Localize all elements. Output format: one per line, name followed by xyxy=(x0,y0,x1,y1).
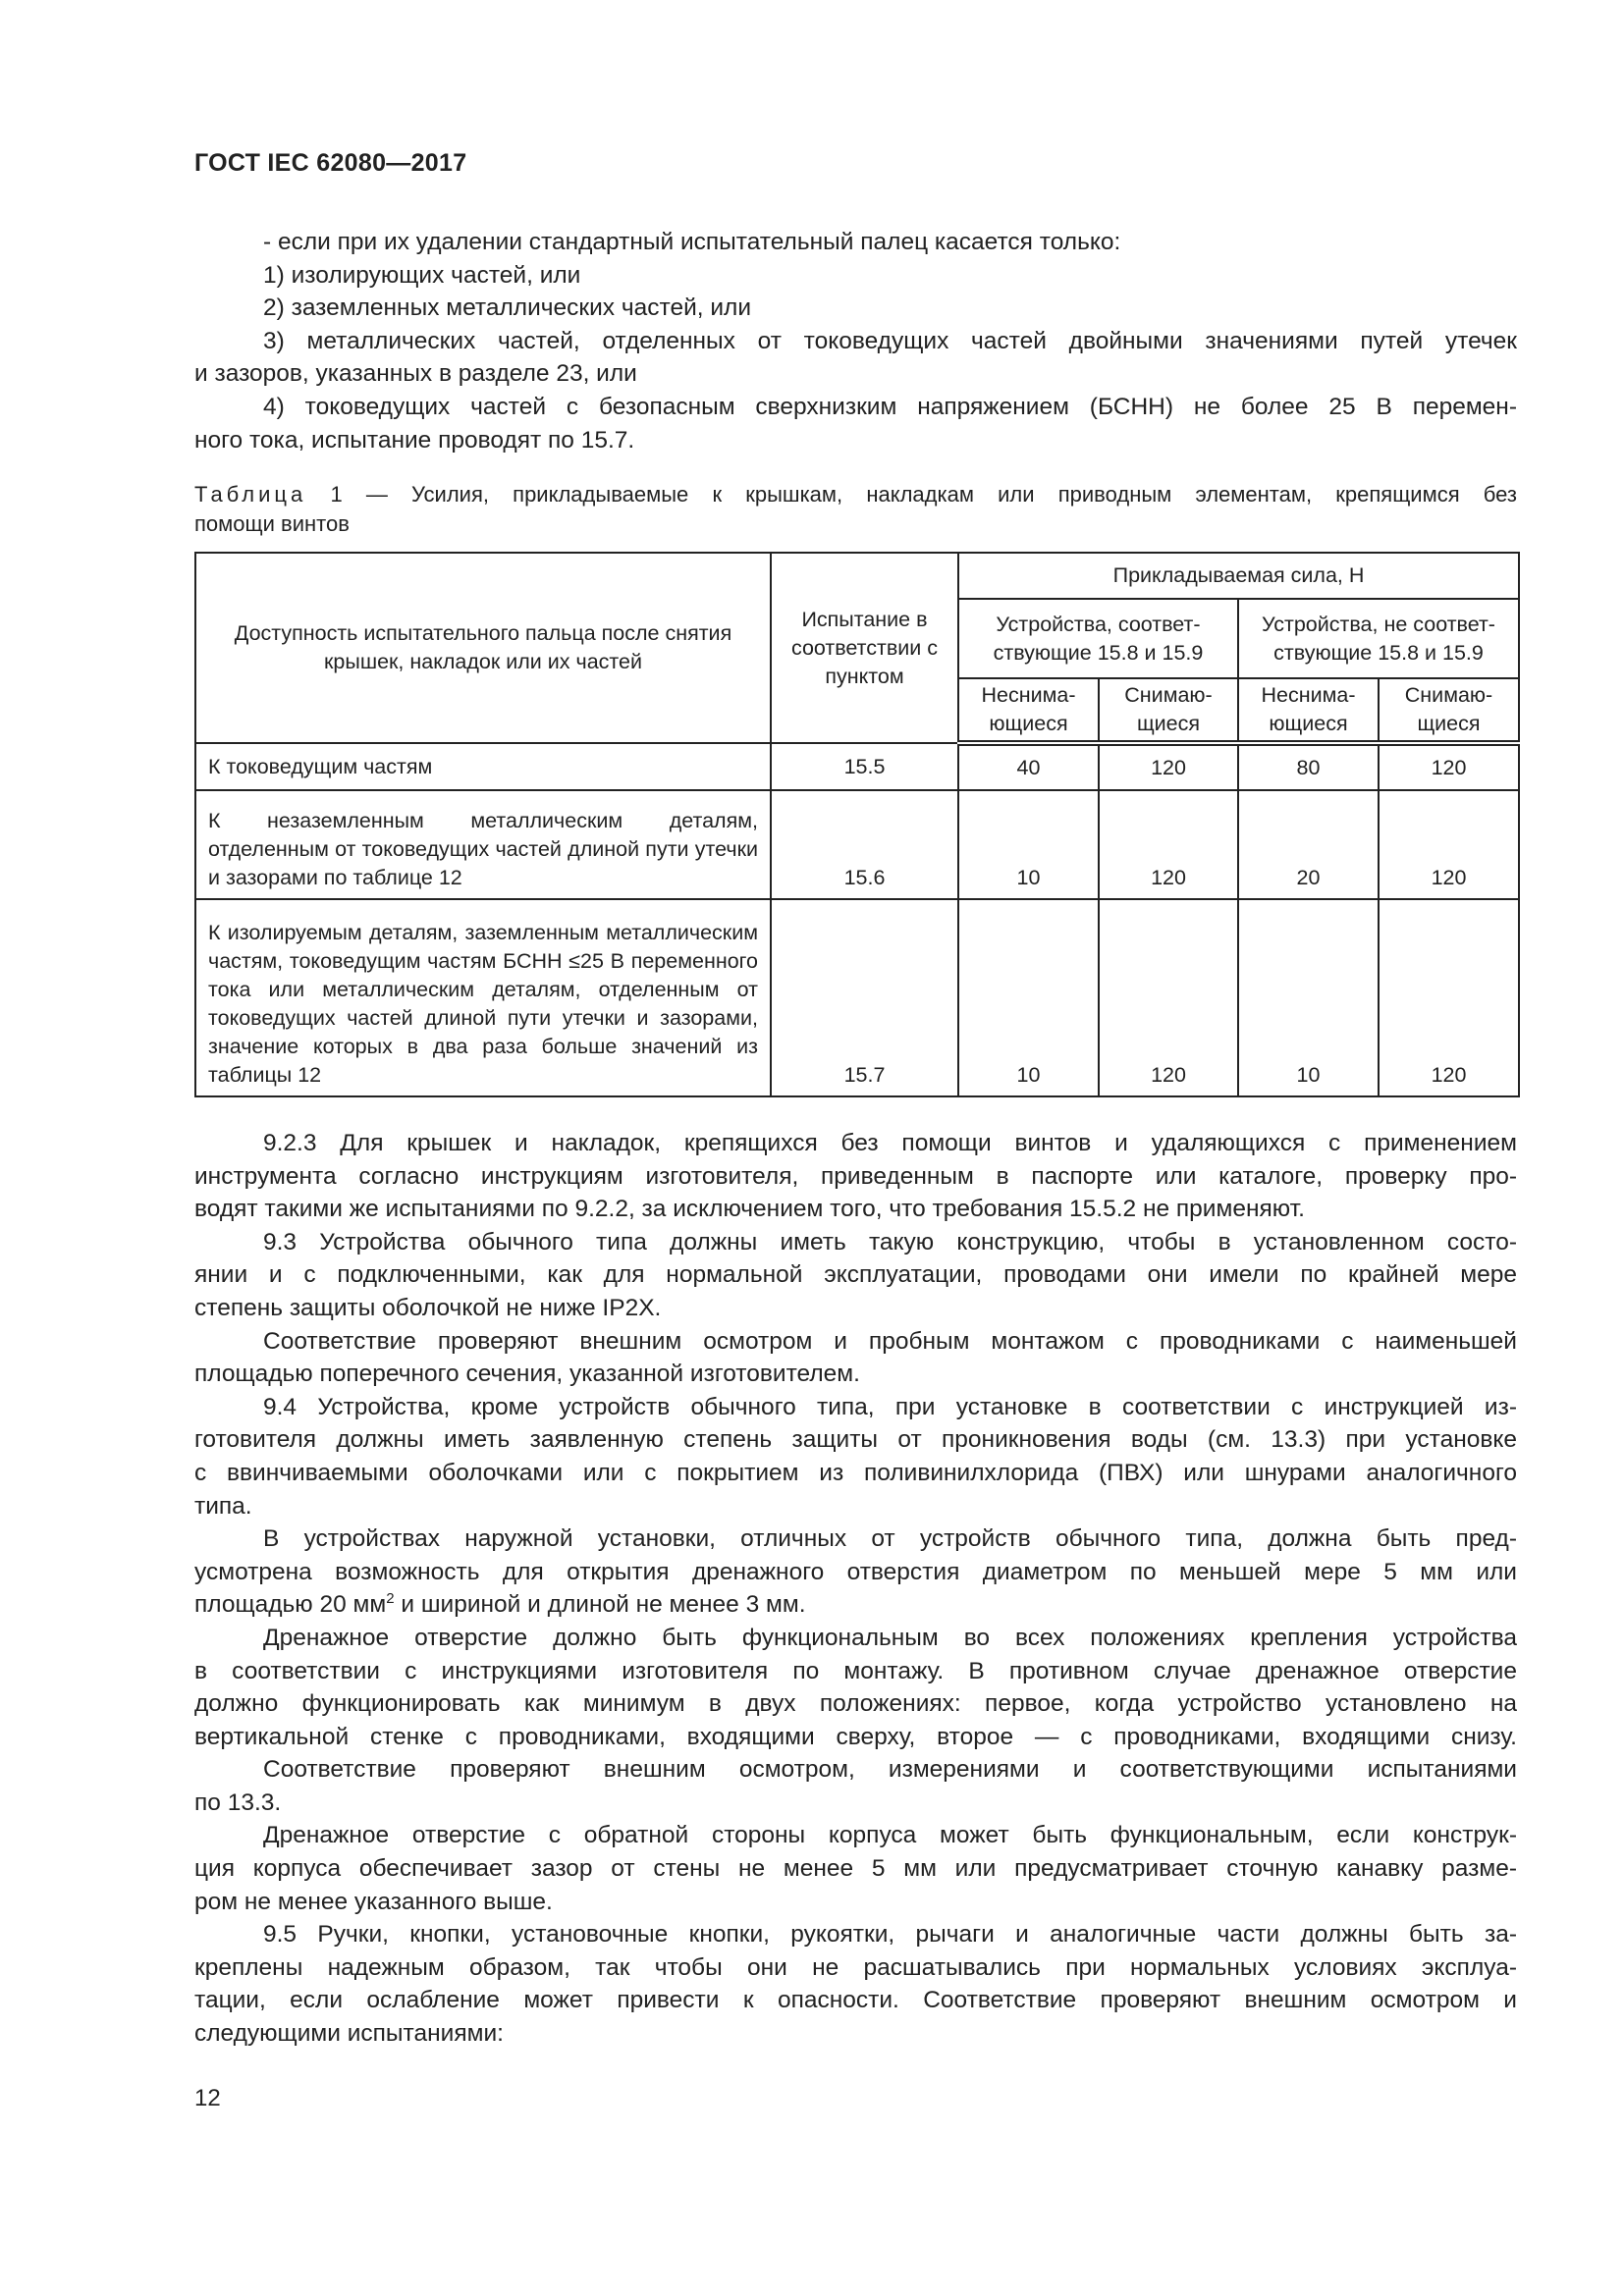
text-line-content: Соответствие проверяют внешним осмотром, измерениями и соответствующими испытаниями xyxy=(263,1756,1517,1784)
text-line-content: 9.4 Устройства, кроме устройств обычного типа, при установке в соответствии с инструкцией из- xyxy=(263,1393,1517,1420)
text-line xyxy=(194,1588,1517,1622)
text-line-content: Соответствие проверяют внешним осмотром и пробным монтажом с проводниками с наименьшей xyxy=(263,1327,1517,1355)
header-removable: Снимаю-щиеся xyxy=(1379,678,1519,743)
text-line-content: по 13.3. xyxy=(194,1789,282,1816)
text-line-content: инструмента согласно инструкциям изготовителя, приведенным в паспорте или каталоге, проверку про- xyxy=(194,1162,1517,1190)
text-line xyxy=(194,1852,1517,1886)
header-fixed: Неснима-ющиеся xyxy=(1238,678,1379,743)
text-line-content: 9.5 Ручки, кнопки, установочные кнопки, рукоятки, рычаги и аналогичные части должны быть за- xyxy=(263,1921,1517,1949)
table-caption-line: 1 — Усилия, прикладываемые к крышкам, накладкам или приводным элементам, крепящимся без xyxy=(330,482,1517,507)
text-line xyxy=(194,1490,1517,1523)
text-line-content: вертикальной стенке с проводниками, входящими сверху, второе — с проводниками, входящими снизу. xyxy=(194,1723,1517,1750)
header-access: Доступность испытательного пальца после снятия крышек, накладок или их частей xyxy=(195,553,771,743)
forces-table xyxy=(194,552,1520,1097)
cell-test: 15.5 xyxy=(771,743,958,790)
text-line-content: Дренажное отверстие должно быть функциональным во всех положениях крепления устройства xyxy=(263,1624,1517,1651)
text-line-content: типа. xyxy=(194,1492,252,1520)
text-line xyxy=(194,1522,1517,1556)
cell-value: 120 xyxy=(1379,899,1519,1096)
text-line xyxy=(194,1127,1517,1160)
text-line-content: площадью 20 мм xyxy=(194,1591,387,1619)
cell-value: 10 xyxy=(958,790,1099,899)
text-line xyxy=(194,1292,1517,1325)
text-line xyxy=(194,1358,1517,1391)
cell-test: 15.6 xyxy=(771,790,958,899)
text-line-content: ром не менее указанного выше. xyxy=(194,1888,553,1915)
text-line-content: 9.2.3 Для крышек и накладок, крепящихся без помощи винтов и удаляющихся с применением xyxy=(263,1130,1517,1156)
page-number: 12 xyxy=(194,2085,221,2111)
text-line-content: Дренажное отверстие с обратной стороны корпуса может быть функциональным, если конструк- xyxy=(263,1822,1517,1849)
text-line xyxy=(194,391,1517,424)
table-row xyxy=(195,743,1519,790)
header-removable: Снимаю-щиеся xyxy=(1099,678,1238,743)
table-caption xyxy=(194,480,1517,539)
text-line-content: и зазоров, указанных в разделе 23, или xyxy=(194,360,637,388)
text-line-content: площадью поперечного сечения, указанной изготовителем. xyxy=(194,1361,860,1388)
header-force: Прикладываемая сила, Н xyxy=(958,553,1519,599)
text-line-content: ция корпуса обеспечивает зазор от стены не менее 5 мм или предусматривает сточную канавку разме- xyxy=(194,1855,1517,1883)
cell-access: К изолируемым деталям, заземленным металлическим частям, токоведущим частям БСНН ≤25 В переменного тока или металлическим деталям, отделенным от токоведущих частей длиной пути утечки и зазорами, значение которых в два раза больше значений из таблицы 12 xyxy=(195,899,771,1096)
text-line-content: янии и с подключенными, как для нормальной эксплуатации, проводами они имели по крайней мере xyxy=(194,1261,1517,1289)
text-line xyxy=(194,1984,1517,2017)
intro-text xyxy=(194,226,1517,456)
text-line-content: и шириной и длиной не менее 3 мм. xyxy=(394,1591,806,1619)
text-line xyxy=(194,1160,1517,1194)
text-line-content: 1) изолирующих частей, или xyxy=(263,261,581,289)
text-line-content: 2) заземленных металлических частей, или xyxy=(263,294,752,322)
document-header: ГОСТ IEC 62080—2017 xyxy=(194,149,467,177)
table-row xyxy=(195,790,1519,899)
header-test: Испытание в соответствии с пунктом xyxy=(771,553,958,743)
text-line xyxy=(194,1819,1517,1852)
text-line xyxy=(194,2017,1517,2051)
cell-value: 120 xyxy=(1379,790,1519,899)
cell-value: 120 xyxy=(1099,899,1238,1096)
cell-value: 40 xyxy=(958,743,1099,790)
text-line xyxy=(194,424,1517,457)
text-line xyxy=(194,1918,1517,1951)
text-line xyxy=(194,259,1517,293)
text-line-content: креплены надежным образом, так чтобы они не расшатывались при нормальных условиях эксплуа- xyxy=(194,1953,1517,1981)
text-line xyxy=(194,1226,1517,1259)
superscript: 2 xyxy=(386,1590,395,1608)
text-line xyxy=(194,1457,1517,1490)
text-line xyxy=(194,1193,1517,1226)
text-line-content: В устройствах наружной установки, отличных от устройств обычного типа, должна быть пред- xyxy=(263,1525,1517,1553)
cell-value: 20 xyxy=(1238,790,1379,899)
text-line-content: с ввинчиваемыми оболочками или с покрытием из поливинилхлорида (ПВХ) или шнурами аналогичного xyxy=(194,1459,1517,1486)
text-line-content: - если при их удалении стандартный испытательный палец касается только: xyxy=(263,229,1121,255)
text-line xyxy=(194,1687,1517,1721)
text-line xyxy=(194,1622,1517,1655)
cell-access: К токоведущим частям xyxy=(195,743,771,790)
text-line xyxy=(194,1655,1517,1688)
text-line-content: 4) токоведущих частей с безопасным сверхнизким напряжением (БСНН) не более 25 В перемен- xyxy=(263,393,1517,420)
header-compliant: Устройства, соответ-ствующие 15.8 и 15.9 xyxy=(958,599,1238,678)
text-line xyxy=(194,1753,1517,1787)
text-line xyxy=(194,292,1517,325)
text-line-content: водят такими же испытаниями по 9.2.2, за исключением того, что требования 15.5.2 не применяют. xyxy=(194,1196,1305,1223)
cell-value: 120 xyxy=(1379,743,1519,790)
cell-test: 15.7 xyxy=(771,899,958,1096)
header-noncompliant: Устройства, не соответ-ствующие 15.8 и 15.9 xyxy=(1238,599,1519,678)
text-line xyxy=(194,1721,1517,1754)
text-line-content: 3) металлических частей, отделенных от токоведущих частей двойными значениями путей утечек xyxy=(263,327,1517,354)
text-line-content: должно функционировать как минимум в двух положениях: первое, когда устройство установлено на xyxy=(194,1690,1517,1718)
table-caption-line: помощи винтов xyxy=(194,511,350,536)
cell-value: 80 xyxy=(1238,743,1379,790)
text-line xyxy=(194,325,1517,358)
text-line xyxy=(194,1886,1517,1919)
text-line xyxy=(194,1423,1517,1457)
text-line xyxy=(194,1325,1517,1359)
text-line-content: 9.3 Устройства обычного типа должны иметь такую конструкцию, чтобы в установленном состо- xyxy=(263,1228,1517,1255)
body-text xyxy=(194,1127,1517,2051)
table-caption-label: Таблица xyxy=(194,482,307,507)
cell-value: 120 xyxy=(1099,743,1238,790)
text-line xyxy=(194,1556,1517,1589)
text-line-content: готовителя должны иметь заявленную степень защиты от проникновения воды (см. 13.3) при установке xyxy=(194,1426,1517,1454)
text-line xyxy=(194,1951,1517,1985)
text-line-content: тации, если ослабление может привести к опасности. Соответствие проверяют внешним осмотром и xyxy=(194,1987,1517,2014)
cell-value: 120 xyxy=(1099,790,1238,899)
text-line-content: усмотрена возможность для открытия дренажного отверстия диаметром по меньшей мере 5 мм или xyxy=(194,1558,1517,1585)
text-line-content: следующими испытаниями: xyxy=(194,2020,504,2048)
text-line xyxy=(194,1258,1517,1292)
cell-value: 10 xyxy=(1238,899,1379,1096)
table-row xyxy=(195,899,1519,1096)
text-line xyxy=(194,226,1517,259)
text-line xyxy=(194,1391,1517,1424)
text-line-content: в соответствии с инструкциями изготовителя по монтажу. В противном случае дренажное отверстие xyxy=(194,1657,1517,1684)
cell-access: К незаземленным металлическим деталям, отделенным от токоведущих частей длиной пути утечки и зазорами по таблице 12 xyxy=(195,790,771,899)
text-line-content: степень защиты оболочкой не ниже IP2X. xyxy=(194,1294,662,1321)
text-line xyxy=(194,357,1517,391)
header-fixed: Неснима-ющиеся xyxy=(958,678,1099,743)
cell-value: 10 xyxy=(958,899,1099,1096)
text-line-content: ного тока, испытание проводят по 15.7. xyxy=(194,426,635,454)
text-line xyxy=(194,1787,1517,1820)
